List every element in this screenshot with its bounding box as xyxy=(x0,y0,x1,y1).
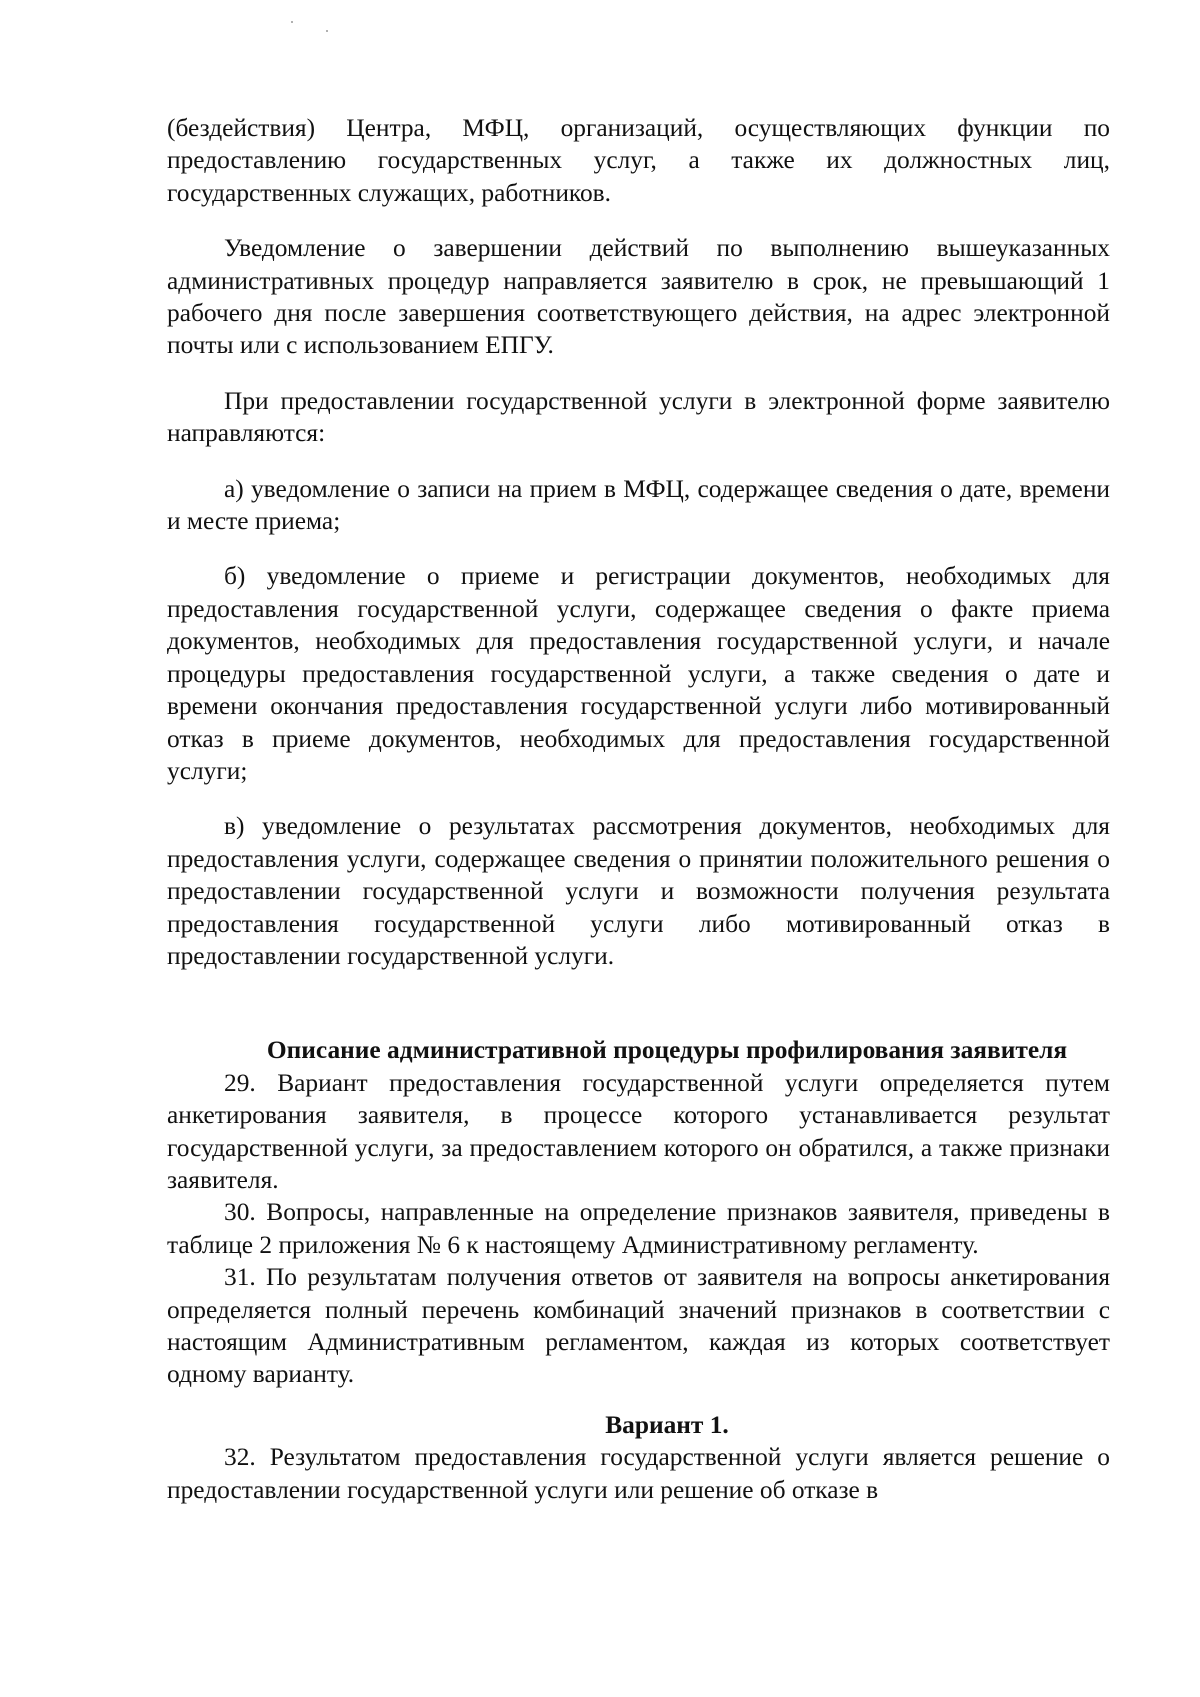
list-item-v: в) уведомление о результатах рассмотрения документов, необходимых для предоставления услуги, содержащее сведения о принятии положительного решения о предоставлении государственной услуги и возможности получения результата предоставления государственной услуги либо мотивированный отказ в предоставлении государственной услуги. xyxy=(167,812,1110,970)
paragraph-electronic-form: При предоставлении государственной услуги в электронной форме заявителю направляются: xyxy=(167,386,1110,448)
paragraph-continuation: (бездействия) Центра, МФЦ, организаций, осуществляющих функции по предоставлению государственных услуг, а также их должностных лиц, государственных служащих, работников. xyxy=(167,114,1110,207)
clause-32: 32. Результатом предоставления государственной услуги является решение о предоставлении государственной услуги или решение об отказе в xyxy=(167,1443,1110,1504)
clause-29: 29. Вариант предоставления государственной услуги определяется путем анкетирования заявителя, в процессе которого устанавливается результат государственной услуги, за предоставлением которого он обратился, а также признаки заявителя. xyxy=(167,1068,1110,1194)
section-heading: Описание административной процедуры профилирования заявителя xyxy=(266,1036,1068,1065)
list-item-a: а) уведомление о записи на прием в МФЦ, содержащее сведения о дате, времени и месте приема; xyxy=(167,474,1110,536)
list-item-b: б) уведомление о приеме и регистрации документов, необходимых для предоставления государственной услуги, содержащее сведения о факте приема документов, необходимых для предоставления государственной услуги, и начале процедуры предоставления государственной услуги, а также сведения о дате и времени окончания предоставления государственной услуги либо мотивированный отказ в приеме документов, необходимых для предоставления государственной услуги; xyxy=(167,562,1110,785)
variant-heading: Вариант 1. xyxy=(605,1410,729,1439)
document-body xyxy=(167,112,1110,1506)
clause-31: 31. По результатам получения ответов от заявителя на вопросы анкетирования определяется полный перечень комбинаций значений признаков в соответствии с настоящим Административным регламентом, каждая из которых соответствует одному варианту. xyxy=(167,1263,1110,1389)
clause-30: 30. Вопросы, направленные на определение признаков заявителя, приведены в таблице 2 приложения № 6 к настоящему Административному регламенту. xyxy=(167,1198,1110,1259)
scan-speck xyxy=(291,21,293,23)
scan-speck xyxy=(326,30,328,32)
paragraph-notification: Уведомление о завершении действий по выполнению вышеуказанных административных процедур направляется заявителю в срок, не превышающий 1 рабочего дня после завершения соответствующего действия, на адрес электронной почты или с использованием ЕПГУ. xyxy=(167,234,1110,360)
